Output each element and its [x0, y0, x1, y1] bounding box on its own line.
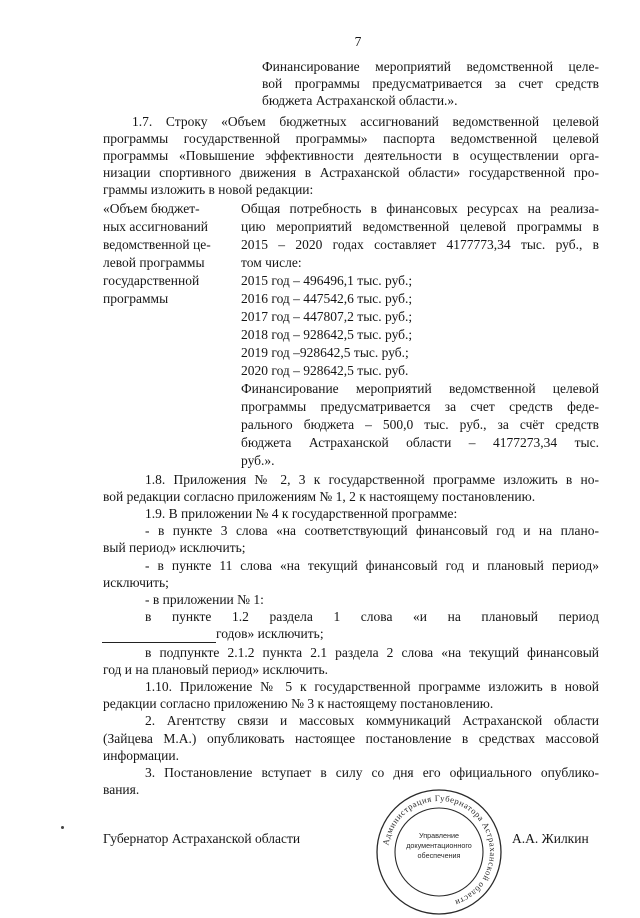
signer-position: Губернатор Астраханской области — [103, 831, 301, 846]
text-line: вой редакции согласно приложениям № 1, 2 к настоящему постановлению. — [103, 489, 536, 504]
text-line: Финансирование мероприятий ведомственной целе- — [262, 59, 599, 74]
table-cell-line: 2020 год – 928642,5 тыс. руб. — [241, 363, 409, 378]
text-line: в пункте 1.2 раздела 1 слова «и на плановый период — [145, 609, 599, 624]
text-line: 2. Агентству связи и массовых коммуникаций Астраханской области — [145, 713, 599, 728]
table-cell-line: ных ассигнований — [103, 219, 208, 234]
official-stamp-seal — [373, 786, 505, 918]
stamp-ring-text: Администрация Губернатора Астраханской области — [380, 792, 499, 909]
text-line: вой программы предусматривается за счет средств — [262, 76, 599, 91]
table-cell-line: государственной — [103, 273, 200, 288]
text-line: программы «Повышение эффективности деятельности в осуществлении орга- — [103, 148, 599, 163]
text-line: программы государственной программы» паспорта ведомственной целевой — [103, 131, 599, 146]
table-cell-line: 2015 год – 496496,1 тыс. руб.; — [241, 273, 413, 288]
text-line: 3. Постановление вступает в силу со дня его официального опублико- — [145, 765, 599, 780]
text-line: 1.10. Приложение № 5 к государственной программе изложить в новой — [145, 679, 599, 694]
table-cell-line: 2019 год –928642,5 тыс. руб.; — [241, 345, 409, 360]
text-line: вания. — [103, 782, 140, 797]
table-cell-line: программы — [103, 291, 169, 306]
stamp-center-line: Управление — [419, 831, 459, 840]
scan-speck — [61, 826, 64, 829]
text-line: - в пункте 11 слова «на текущий финансовый год и плановый период» — [145, 558, 599, 573]
stamp-center-line: документационного — [406, 841, 472, 850]
text-line: в подпункте 2.1.2 пункта 2.1 раздела 2 слова «на текущий финансовый — [145, 645, 599, 660]
text-line: - в приложении № 1: — [145, 592, 264, 607]
text-line: редакции согласно приложению № 3 к настоящему постановлению. — [103, 696, 494, 711]
text-line: 1.7. Строку «Объем бюджетных ассигнований ведомственной целевой — [132, 114, 599, 129]
signer-name: А.А. Жилкин — [512, 831, 589, 846]
text-line: граммы изложить в новой редакции: — [103, 182, 314, 197]
table-cell-line: 2018 год – 928642,5 тыс. руб.; — [241, 327, 413, 342]
table-cell-line: 2016 год – 447542,6 тыс. руб.; — [241, 291, 413, 306]
table-cell-line: 2015 – 2020 годах составляет 4177773,34 тыс. руб., в — [241, 237, 599, 252]
text-line: (Зайцева М.А.) опубликовать настоящее постановление в средствах массовой — [103, 731, 599, 746]
blank-underline — [102, 642, 216, 643]
table-cell-line: цию мероприятий ведомственной целевой программы в — [241, 219, 599, 234]
table-cell-line: рального бюджета – 500,0 тыс. руб., за счёт средств — [241, 417, 599, 432]
text-line: бюджета Астраханской области.». — [262, 93, 458, 108]
text-line: годов» исключить; — [216, 626, 324, 641]
table-cell-line: Финансирование мероприятий ведомственной целевой — [241, 381, 599, 396]
table-cell-line: ведомственной це- — [103, 237, 211, 252]
table-cell-line: бюджета Астраханской области – 4177273,34 тыс. — [241, 435, 599, 450]
table-cell-line: руб.». — [241, 453, 275, 468]
page-number: 7 — [354, 34, 362, 49]
text-line: 1.9. В приложении № 4 к государственной программе: — [145, 506, 458, 521]
table-cell-line: Общая потребность в финансовых ресурсах на реализа- — [241, 201, 599, 216]
text-line: низации спортивного движения в Астраханской области» государственной про- — [103, 165, 599, 180]
table-cell-line: программы предусматривается за счет средств феде- — [241, 399, 599, 414]
text-line: год и на плановый период» исключить. — [103, 662, 329, 677]
table-cell-line: левой программы — [103, 255, 205, 270]
text-line: информации. — [103, 748, 179, 763]
table-cell-line: том числе: — [241, 255, 302, 270]
text-line: исключить; — [103, 575, 169, 590]
table-cell-line: «Объем бюджет- — [103, 201, 200, 216]
table-cell-line: 2017 год – 447807,2 тыс. руб.; — [241, 309, 413, 324]
text-line: вый период» исключить; — [103, 540, 246, 555]
text-line: 1.8. Приложения № 2, 3 к государственной программе изложить в но- — [145, 472, 599, 487]
text-line: - в пункте 3 слова «на соответствующий финансовый год и на плано- — [145, 523, 599, 538]
stamp-center-line: обеспечения — [417, 851, 461, 860]
